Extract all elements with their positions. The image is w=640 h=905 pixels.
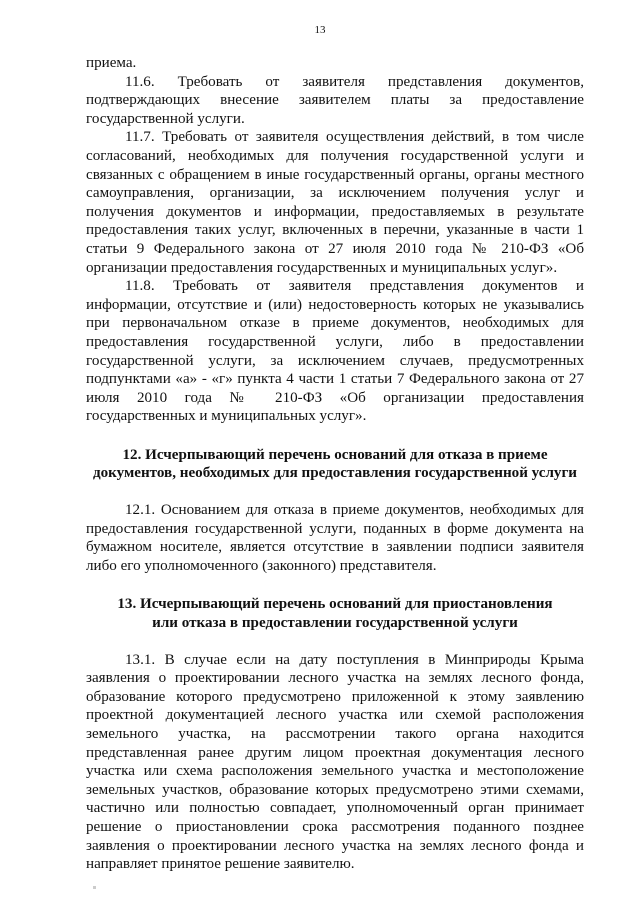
section-12-heading-line1: 12. Исчерпывающий перечень оснований для отказа в приеме — [122, 446, 548, 463]
paragraph-continuation: приема. — [86, 55, 137, 71]
paragraph-11-6: 11.6. Требовать от заявителя представления документов, подтверждающих внесение заявителем платы за предоставление государственной услуги. — [86, 73, 584, 127]
document-body — [86, 54, 584, 874]
scan-speck — [93, 886, 96, 889]
paragraph-11-8: 11.8. Требовать от заявителя представления документов и информации, отсутствие и (или) недостоверность которых не указывались при первоначальном отказе в приеме документов, необходимых для предоставления государственной услуги, либо в предоставлении государственной услуги, за исключением случаев, предусмотренных подпунктами «а» - «г» пункта 4 части 1 статьи 7 Федерального закона от 27 июля 2010 года № 210-ФЗ «Об организации предоставления государственных и муниципальных услуг». — [86, 278, 584, 425]
paragraph-11-7: 11.7. Требовать от заявителя осуществления действий, в том числе согласований, необходимых для получения государственной услуги и связанных с обращением в иные государственный органы, органы местного самоуправления, организации, за исключением получения услуг и получения документов и информации, предоставляемых в результате предоставления таких услуг, включенных в перечни, указанные в части 1 статьи 9 Федерального закона от 27 июля 2010 года № 210-ФЗ «Об организации предоставления государственных и муниципальных услуг». — [86, 129, 584, 276]
paragraph-13-1: 13.1. В случае если на дату поступления в Минприроды Крыма заявления о проектировании лесного участка на землях лесного фонда, образование которого предусмотрено приложенной к этому заявлению проектной документацией лесного участка или схемой расположения земельного участка, на рассмотрении такого органа находится представленная ранее другим лицом проектная документация лесного участка или схема расположения земельного участка и местоположение земельных участков, образование которых предусмотрено этими схемами, частично или полностью совпадает, уполномоченный орган принимает решение о приостановлении срока рассмотрения поданного позднее заявления о проектировании лесного участка на землях лесного фонда и направляет принятое решение заявителю. — [86, 651, 584, 873]
paragraph-12-1: 12.1. Основанием для отказа в приеме документов, необходимых для предоставления государственной услуги, поданных в форме документа на бумажном носителе, является отсутствие в заявлении подписи заявителя либо его уполномоченного (законного) представителя. — [86, 502, 584, 574]
section-13-heading-line1: 13. Исчерпывающий перечень оснований для приостановления — [117, 596, 553, 613]
section-12-heading-line2: документов, необходимых для предоставления государственной услуги — [92, 465, 578, 482]
page-number: 13 — [314, 24, 326, 36]
section-13-heading-line2: или отказа в предоставлении государственной услуги — [152, 615, 518, 632]
